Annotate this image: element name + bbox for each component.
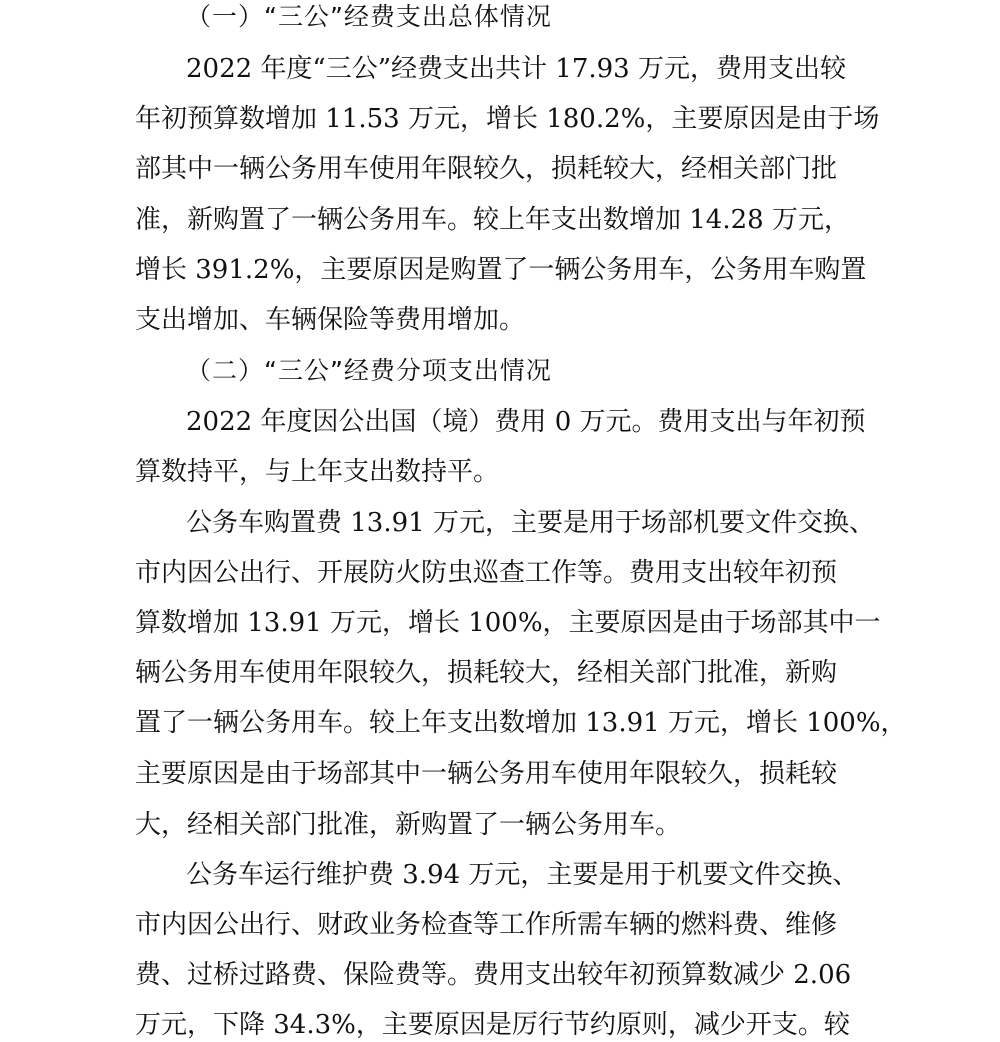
paragraph-line: 费、过桥过路费、保险费等。费用支出较年初预算数减少 2.06 (135, 960, 852, 990)
paragraph-line: 主要原因是由于场部其中一辆公务用车使用年限较久，损耗较 (135, 759, 838, 789)
paragraph-line: 万元，下降 34.3%，主要原因是厉行节约原则，减少开支。较 (135, 1010, 850, 1040)
section-heading-breakdown: （二）“三公”经费分项支出情况 (186, 356, 552, 385)
paragraph-line: 市内因公出行、开展防火防虫巡查工作等。费用支出较年初预 (135, 558, 838, 588)
paragraph-line: 2022 年度“三公”经费支出共计 17.93 万元，费用支出较 (186, 54, 846, 84)
paragraph-line: 辆公务用车使用年限较久，损耗较大，经相关部门批准，新购 (135, 658, 838, 688)
section-heading-overall: （一）“三公”经费支出总体情况 (186, 2, 552, 31)
paragraph-line: 置了一辆公务用车。较上年支出数增加 13.91 万元，增长 100%， (135, 708, 907, 738)
paragraph-line: 支出增加、车辆保险等费用增加。 (135, 305, 526, 335)
paragraph-line: 部其中一辆公务用车使用年限较久，损耗较大，经相关部门批 (135, 154, 838, 184)
paragraph-line: 准，新购置了一辆公务用车。较上年支出数增加 14.28 万元， (135, 205, 850, 235)
paragraph-line: 市内因公出行、财政业务检查等工作所需车辆的燃料费、维修 (135, 910, 838, 940)
paragraph-line: 大，经相关部门批准，新购置了一辆公务用车。 (135, 810, 682, 840)
paragraph-line: 增长 391.2%，主要原因是购置了一辆公务用车，公务用车购置 (135, 255, 867, 285)
paragraph-line: 公务车运行维护费 3.94 万元，主要是用于机要文件交换、 (186, 860, 859, 890)
paragraph-line: 年初预算数增加 11.53 万元，增长 180.2%，主要原因是由于场 (135, 104, 880, 134)
paragraph-line: 算数持平，与上年支出数持平。 (135, 457, 500, 487)
paragraph-line: 算数增加 13.91 万元，增长 100%，主要原因是由于场部其中一 (135, 608, 881, 638)
paragraph-line: 2022 年度因公出国（境）费用 0 万元。费用支出与年初预 (186, 407, 866, 437)
paragraph-line: 公务车购置费 13.91 万元，主要是用于场部机要文件交换、 (186, 508, 875, 538)
